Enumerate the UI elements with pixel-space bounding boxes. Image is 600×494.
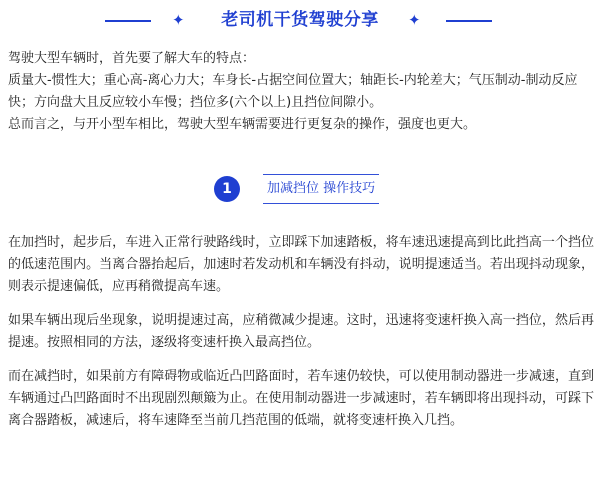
section-heading xyxy=(0,172,600,208)
intro-line: 质量大-惯性大；重心高-离心力大；车身长-占据空间位置大；轴距长-内轮差大；气压制动-制动反应快；方向盘大且反应较小车慢；挡位多(六个以上)且挡位间隙小。 xyxy=(8,73,578,110)
article-body xyxy=(8,232,594,444)
intro-line: 驾驶大型车辆时，首先要了解大车的特点： xyxy=(8,51,256,66)
section-number-badge: 1 xyxy=(214,176,240,202)
page-title: 老司机干货驾驶分享 xyxy=(221,10,379,30)
section-title: 加减挡位 操作技巧 xyxy=(263,174,379,204)
star-icon: ✦ xyxy=(172,11,185,29)
body-paragraph: 如果车辆出现后坐现象，说明提速过高，应稍微减少提速。这时，迅速将变速杆换入高一挡位，然后再提速。按照相同的方法，逐级将变速杆换入最高挡位。 xyxy=(8,313,594,350)
header-divider-right xyxy=(446,20,492,22)
body-paragraph: 而在减挡时，如果前方有障碍物或临近凸凹路面时，若车速仍较快，可以使用制动器进一步减速，直到车辆通过凸凹路面时不出现剧烈颠簸为止。在使用制动器进一步减速时，若车辆即将出现抖动，可踩下离合器踏板，减速后，将车速降至当前几挡范围的低端，就将变速杆换入几挡。 xyxy=(8,369,594,428)
intro-text xyxy=(8,48,596,136)
body-paragraph: 在加挡时，起步后，车进入正常行驶路线时，立即踩下加速踏板，将车速迅速提高到比此挡高一个挡位的低速范围内。当离合器抬起后，加速时若发动机和车辆没有抖动，说明提速适当。若出现抖动现象，则表示提速偏低，应再稍微提高车速。 xyxy=(8,235,594,294)
article-header xyxy=(0,0,600,42)
intro-line: 总而言之，与开小型车相比，驾驶大型车辆需要进行更复杂的操作，强度也更大。 xyxy=(8,117,477,132)
header-divider-left xyxy=(105,20,151,22)
star-icon: ✦ xyxy=(408,11,421,29)
